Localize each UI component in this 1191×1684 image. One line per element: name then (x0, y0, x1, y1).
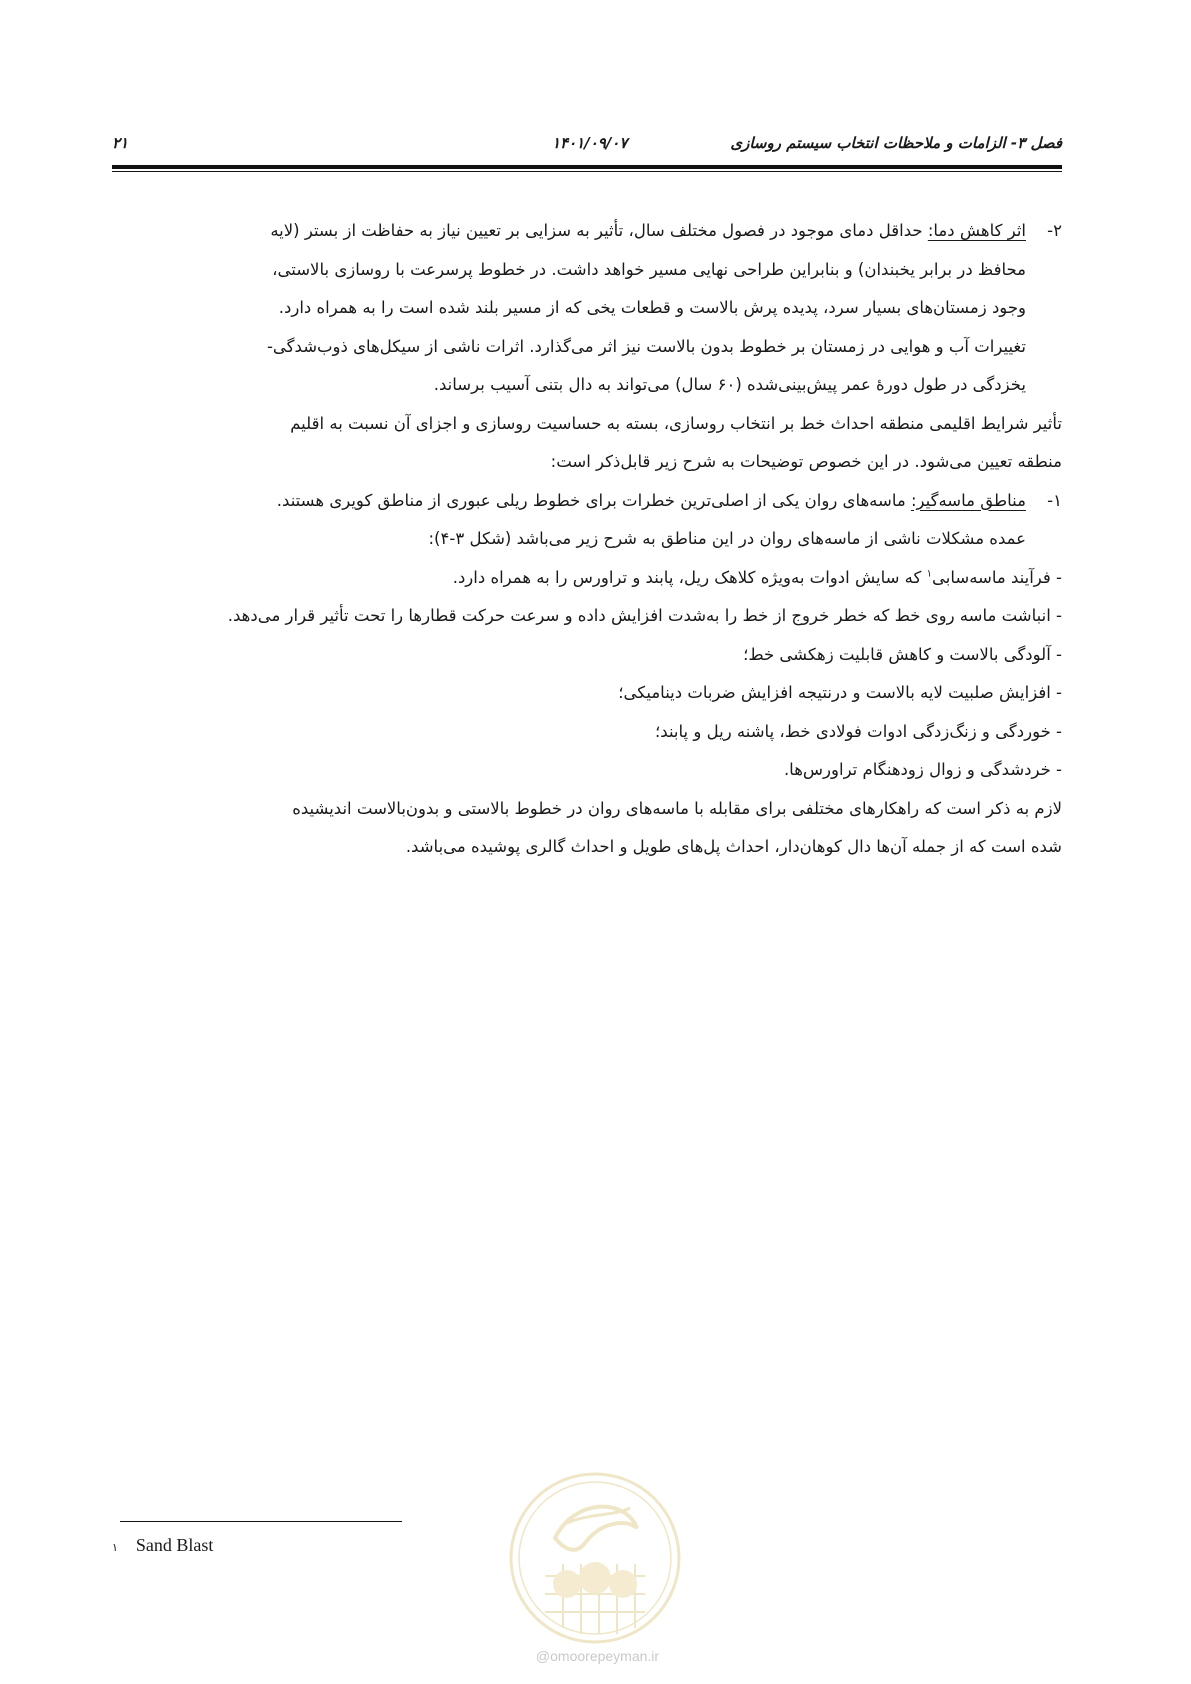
item-body (112, 212, 1026, 405)
footnote-text: Sand Blast (135, 1535, 214, 1555)
bullet-line: - خوردگی و زنگ‌زدگی ادوات فولادی خط، پاشنه ریل و پابند؛ (655, 721, 1062, 741)
watermark-site: @omoorepeyman.ir (535, 1648, 660, 1664)
item-text-line: ماسه‌های روان یکی از اصلی‌ترین خطرات برای خطوط ریلی عبوری از مناطق کویری هستند. (276, 490, 906, 510)
header-date: ۱۴۰۱/۰۹/۰۷ (552, 134, 628, 152)
item-number: ۱- (1047, 490, 1062, 510)
bullet-line: - خردشدگی و زوال زودهنگام تراورس‌ها. (783, 760, 1062, 779)
bullet-line: - افزایش صلبیت لایه بالاست و درنتیجه افزایش ضربات دینامیکی؛ (618, 683, 1062, 702)
header-rule-thick (112, 165, 1062, 169)
paragraph-climate-line: تأثیر شرایط اقلیمی منطقه احداث خط بر انتخاب روسازی، بسته به حساسیت روسازی و اجزای آن نسبت به اقلیم (290, 413, 1062, 433)
list-item-temperature (112, 212, 1062, 405)
item-text-line: عمده مشکلات ناشی از ماسه‌های روان در این مناطق به شرح زیر می‌باشد (شکل ۳-۴): (428, 529, 1026, 548)
paragraph-climate-line: منطقه تعیین می‌شود. در این خصوص توضیحات به شرح زیر قابل‌ذکر است: (550, 452, 1062, 471)
item-text-line: وجود زمستان‌های بسیار سرد، پدیده پرش بالاست و قطعات یخی که از مسیر بلند شده است را به همراه دارد. (278, 298, 1026, 317)
item-text-line: حداقل دمای موجود در فصول مختلف سال، تأثیر به سزایی بر تعیین نیاز به حفاظت از بستر (لایه (270, 221, 923, 240)
footnote-rule (120, 1521, 402, 1522)
chapter-title: فصل ۳- الزامات و ملاحظات انتخاب سیستم روسازی (730, 134, 1062, 152)
paragraph-conclusion-line: لازم به ذکر است که راهکارهای مختلفی برای مقابله با ماسه‌های روان در خطوط بالاستی و بدون‌بالاست اندیشیده (292, 798, 1062, 818)
item-title: مناطق ماسه‌گیر: (910, 490, 1026, 510)
footnote-ref[interactable]: ۱ (926, 568, 932, 579)
bullet-text: - فرآیند ماسه‌سابی (932, 567, 1062, 587)
bullet-text: که سایش ادوات به‌ویژه کلاهک ریل، پابند و تراورس را به همراه دارد. (452, 567, 927, 587)
item-text-line: تغییرات آب و هوایی در زمستان بر خطوط بدون بالاست نیز اثر می‌گذارد. اثرات ناشی از سیکل‌های ذوب‌شدگی- (266, 336, 1026, 356)
bullet-line: - آلودگی بالاست و کاهش قابلیت زهکشی خط؛ (743, 644, 1062, 664)
footnote (112, 1535, 213, 1556)
page-header (112, 128, 1062, 158)
item-number: ۲- (1047, 221, 1062, 240)
header-rule-thin (112, 171, 1062, 172)
item-title: اثر کاهش دما: (927, 221, 1026, 240)
omoore-peyman-seal-icon (505, 1468, 685, 1648)
list-item-sand-areas (112, 482, 1062, 559)
item-text-line: محافظ در برابر یخبندان) و بنابراین طراحی نهایی مسیر خواهد داشت. در خطوط پرسرعت با روسازی بالاستی، (272, 259, 1026, 279)
footnote-mark: ۱ (112, 1542, 118, 1554)
item-body (112, 482, 1026, 559)
bullet-line: - انباشت ماسه روی خط که خطر خروج از خط را به‌شدت افزایش داده و سرعت حرکت قطارها را تحت تأثیر قرار می‌دهد. (227, 606, 1062, 625)
item-text-line: یخزدگی در طول دورهٔ عمر پیش‌بینی‌شده (۶۰ سال) می‌تواند به دال بتنی آسیب برساند. (433, 375, 1026, 394)
bullet-line (112, 559, 1062, 598)
page-number: ۲۱ (112, 134, 129, 152)
page-content (112, 212, 1062, 867)
paragraph-conclusion-line: شده است که از جمله آن‌ها دال کوهان‌دار، احداث پل‌های طویل و احداث گالری پوشیده می‌باشد. (405, 837, 1062, 856)
